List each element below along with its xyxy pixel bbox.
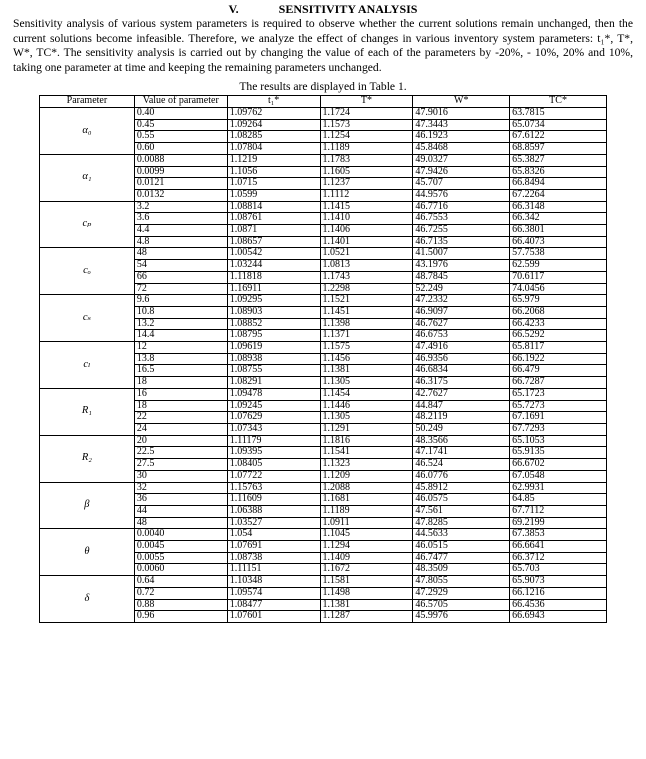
table-cell: 0.45 (134, 119, 227, 131)
table-cell: 66.8494 (510, 178, 607, 190)
table-cell: 1.1401 (320, 236, 413, 248)
table-cell: 46.1923 (413, 131, 510, 143)
table-cell: 46.524 (413, 459, 510, 471)
table-cell: 16 (134, 388, 227, 400)
table-cell: 1.08761 (227, 213, 320, 225)
table-cell: 1.03527 (227, 517, 320, 529)
table-cell: 1.1498 (320, 587, 413, 599)
table-cell: 1.08657 (227, 236, 320, 248)
table-row (40, 108, 607, 120)
table-cell: 1.1291 (320, 423, 413, 435)
header-t: T* (320, 96, 413, 108)
table-cell: 1.08285 (227, 131, 320, 143)
table-cell: 1.1446 (320, 400, 413, 412)
table-cell: 74.0456 (510, 283, 607, 295)
table-cell: 0.0121 (134, 178, 227, 190)
table-cell: 0.0060 (134, 564, 227, 576)
table-cell: 1.1581 (320, 576, 413, 588)
table-cell: 69.2199 (510, 517, 607, 529)
table-cell: 47.1741 (413, 447, 510, 459)
table-cell: 66.3148 (510, 201, 607, 213)
table-cell: 47.9016 (413, 108, 510, 120)
table-cell: 1.1410 (320, 213, 413, 225)
table-cell: 1.09762 (227, 108, 320, 120)
header-w: W* (413, 96, 510, 108)
table-cell: 1.11609 (227, 494, 320, 506)
table-cell: 1.09264 (227, 119, 320, 131)
table-cell: 47.9426 (413, 166, 510, 178)
table-body (40, 108, 607, 623)
table-cell: 65.1053 (510, 435, 607, 447)
table-cell: 65.7273 (510, 400, 607, 412)
table-cell: 65.0734 (510, 119, 607, 131)
table-cell: 1.1575 (320, 342, 413, 354)
table-cell: 1.09295 (227, 295, 320, 307)
table-cell: 1.0521 (320, 248, 413, 260)
table-cell: 66.6943 (510, 611, 607, 623)
table-cell: 1.08291 (227, 377, 320, 389)
table-cell: 1.07722 (227, 470, 320, 482)
table-cell: 1.08903 (227, 306, 320, 318)
table-cell: 65.979 (510, 295, 607, 307)
table-row (40, 435, 607, 447)
table-cell: 46.3175 (413, 377, 510, 389)
table-cell: 1.16911 (227, 283, 320, 295)
table-cell: 0.64 (134, 576, 227, 588)
table-cell: 1.0599 (227, 189, 320, 201)
parameter-cell: R₁ (40, 388, 135, 435)
table-cell: 62.9931 (510, 482, 607, 494)
table-row (40, 342, 607, 354)
table-cell: 65.9135 (510, 447, 607, 459)
table-cell: 44.5633 (413, 529, 510, 541)
table-cell: 47.8285 (413, 517, 510, 529)
table-cell: 1.1294 (320, 541, 413, 553)
table-cell: 48 (134, 517, 227, 529)
parameter-cell: cₗ (40, 342, 135, 389)
table-cell: 1.15763 (227, 482, 320, 494)
table-cell: 1.07804 (227, 143, 320, 155)
table-cell: 3.6 (134, 213, 227, 225)
table-cell: 48.2119 (413, 412, 510, 424)
table-cell: 0.0045 (134, 541, 227, 553)
table-cell: 1.0813 (320, 260, 413, 272)
table-cell: 46.7135 (413, 236, 510, 248)
table-cell: 20 (134, 435, 227, 447)
table-cell: 67.0548 (510, 470, 607, 482)
table-cell: 1.11818 (227, 271, 320, 283)
table-cell: 46.7553 (413, 213, 510, 225)
table-row (40, 201, 607, 213)
table-row (40, 388, 607, 400)
table-cell: 12 (134, 342, 227, 354)
table-cell: 1.1323 (320, 459, 413, 471)
table-cell: 66.3801 (510, 225, 607, 237)
table-cell: 1.1415 (320, 201, 413, 213)
table-cell: 18 (134, 377, 227, 389)
table-cell: 46.7627 (413, 318, 510, 330)
table-cell: 46.7716 (413, 201, 510, 213)
table-cell: 13.2 (134, 318, 227, 330)
table-row (40, 529, 607, 541)
table-cell: 36 (134, 494, 227, 506)
table-cell: 1.1189 (320, 143, 413, 155)
table-cell: 1.09619 (227, 342, 320, 354)
table-cell: 1.1189 (320, 505, 413, 517)
table-cell: 22.5 (134, 447, 227, 459)
table-cell: 1.0871 (227, 225, 320, 237)
table-cell: 1.2088 (320, 482, 413, 494)
table-cell: 66.7287 (510, 377, 607, 389)
table-cell: 1.054 (227, 529, 320, 541)
table-cell: 1.1783 (320, 154, 413, 166)
table-cell: 66.342 (510, 213, 607, 225)
table-cell: 24 (134, 423, 227, 435)
table-cell: 47.2929 (413, 587, 510, 599)
table-cell: 46.5705 (413, 599, 510, 611)
table-row (40, 482, 607, 494)
table-cell: 64.85 (510, 494, 607, 506)
table-cell: 1.1056 (227, 166, 320, 178)
table-cell: 66.479 (510, 365, 607, 377)
table-cell: 65.1723 (510, 388, 607, 400)
header-t1: t₁* (227, 96, 320, 108)
table-cell: 3.2 (134, 201, 227, 213)
table-cell: 57.7538 (510, 248, 607, 260)
table-cell: 1.1816 (320, 435, 413, 447)
table-cell: 1.1381 (320, 365, 413, 377)
table-cell: 1.1672 (320, 564, 413, 576)
table-cell: 1.1681 (320, 494, 413, 506)
table-cell: 1.08795 (227, 330, 320, 342)
table-cell: 48.7845 (413, 271, 510, 283)
table-cell: 1.1381 (320, 599, 413, 611)
table-cell: 45.707 (413, 178, 510, 190)
table-cell: 1.1454 (320, 388, 413, 400)
table-header-row (40, 96, 607, 108)
table-cell: 1.1254 (320, 131, 413, 143)
parameter-cell: α₀ (40, 108, 135, 155)
table-cell: 67.1691 (510, 412, 607, 424)
table-cell: 67.7112 (510, 505, 607, 517)
table-cell: 1.08755 (227, 365, 320, 377)
table-cell: 46.0575 (413, 494, 510, 506)
table-cell: 68.8597 (510, 143, 607, 155)
table-cell: 32 (134, 482, 227, 494)
table-cell: 0.72 (134, 587, 227, 599)
table-cell: 1.1371 (320, 330, 413, 342)
table-cell: 70.6117 (510, 271, 607, 283)
table-cell: 0.40 (134, 108, 227, 120)
table-cell: 66.1922 (510, 353, 607, 365)
table-cell: 1.1724 (320, 108, 413, 120)
table-cell: 1.09395 (227, 447, 320, 459)
table-cell: 43.1976 (413, 260, 510, 272)
table-cell: 44.847 (413, 400, 510, 412)
table-row (40, 576, 607, 588)
table-cell: 52.249 (413, 283, 510, 295)
table-cell: 41.5007 (413, 248, 510, 260)
table-cell: 30 (134, 470, 227, 482)
table-cell: 1.06388 (227, 505, 320, 517)
table-cell: 1.1743 (320, 271, 413, 283)
table-cell: 65.8117 (510, 342, 607, 354)
table-cell: 44 (134, 505, 227, 517)
table-cell: 47.4916 (413, 342, 510, 354)
table-cell: 1.1406 (320, 225, 413, 237)
table-cell: 0.60 (134, 143, 227, 155)
table-cell: 1.1045 (320, 529, 413, 541)
table-row (40, 248, 607, 260)
table-cell: 1.2298 (320, 283, 413, 295)
table-cell: 1.07691 (227, 541, 320, 553)
table-cell: 1.09245 (227, 400, 320, 412)
table-cell: 46.7255 (413, 225, 510, 237)
section-title: SENSITIVITY ANALYSIS (278, 2, 418, 16)
intro-paragraph: Sensitivity analysis of various system parameters is required to observe whether the current solutions remain unchanged, then the current solutions become infeasible. Therefore, we analyze the effect of changes in various inventory system parameters: t₁*, T*, W*, TC*. The sensitivity analysis is carried out by changing the value of each of the parameters by -20%, - 10%, 20% and 10%, taking one parameter at time and keeping the remaining parameters unchanged. (13, 17, 633, 74)
table-cell: 0.88 (134, 599, 227, 611)
table-cell: 1.08852 (227, 318, 320, 330)
table-cell: 45.9976 (413, 611, 510, 623)
parameter-cell: cₛ (40, 295, 135, 342)
table-cell: 62.599 (510, 260, 607, 272)
table-cell: 18 (134, 400, 227, 412)
table-cell: 0.0132 (134, 189, 227, 201)
table-cell: 1.1541 (320, 447, 413, 459)
table-cell: 0.0040 (134, 529, 227, 541)
table-cell: 48.3509 (413, 564, 510, 576)
table-cell: 47.8055 (413, 576, 510, 588)
table-cell: 1.1521 (320, 295, 413, 307)
table-cell: 46.7477 (413, 552, 510, 564)
table-cell: 1.1398 (320, 318, 413, 330)
table-cell: 1.1409 (320, 552, 413, 564)
table-cell: 47.3443 (413, 119, 510, 131)
table-cell: 45.8468 (413, 143, 510, 155)
table-cell: 1.1287 (320, 611, 413, 623)
table-cell: 4.8 (134, 236, 227, 248)
table-cell: 1.08738 (227, 552, 320, 564)
table-cell: 65.8326 (510, 166, 607, 178)
parameter-cell: θ (40, 529, 135, 576)
header-tc: TC* (510, 96, 607, 108)
table-cell: 1.1209 (320, 470, 413, 482)
table-cell: 22 (134, 412, 227, 424)
table-cell: 1.08405 (227, 459, 320, 471)
table-cell: 1.1573 (320, 119, 413, 131)
table-cell: 1.03244 (227, 260, 320, 272)
table-cell: 48.3566 (413, 435, 510, 447)
table-cell: 42.7627 (413, 388, 510, 400)
parameter-cell: δ (40, 576, 135, 623)
table-cell: 1.07601 (227, 611, 320, 623)
table-cell: 46.0776 (413, 470, 510, 482)
table-cell: 1.10348 (227, 576, 320, 588)
table-row (40, 154, 607, 166)
table-cell: 4.4 (134, 225, 227, 237)
table-cell: 1.09574 (227, 587, 320, 599)
header-value: Value of parameter (134, 96, 227, 108)
table-cell: 46.6834 (413, 365, 510, 377)
table-cell: 72 (134, 283, 227, 295)
table-cell: 1.1219 (227, 154, 320, 166)
table-cell: 1.08938 (227, 353, 320, 365)
table-cell: 66.1216 (510, 587, 607, 599)
table-cell: 65.9073 (510, 576, 607, 588)
parameter-cell: cₚ (40, 201, 135, 248)
table-cell: 63.7815 (510, 108, 607, 120)
table-cell: 0.0055 (134, 552, 227, 564)
table-cell: 47.561 (413, 505, 510, 517)
table-cell: 9.6 (134, 295, 227, 307)
table-cell: 14.4 (134, 330, 227, 342)
section-heading (0, 2, 646, 16)
table-cell: 0.55 (134, 131, 227, 143)
table-cell: 27.5 (134, 459, 227, 471)
table-cell: 1.1305 (320, 377, 413, 389)
table-cell: 66.4536 (510, 599, 607, 611)
table-cell: 1.00542 (227, 248, 320, 260)
header-parameter: Parameter (40, 96, 135, 108)
table-cell: 54 (134, 260, 227, 272)
table-cell: 44.9576 (413, 189, 510, 201)
table-cell: 1.0911 (320, 517, 413, 529)
table-cell: 66 (134, 271, 227, 283)
table-cell: 1.08814 (227, 201, 320, 213)
table-cell: 67.6122 (510, 131, 607, 143)
table-cell: 46.9097 (413, 306, 510, 318)
table-cell: 1.08477 (227, 599, 320, 611)
table-cell: 47.2332 (413, 295, 510, 307)
table-cell: 66.3712 (510, 552, 607, 564)
table-cell: 49.0327 (413, 154, 510, 166)
table-cell: 1.11179 (227, 435, 320, 447)
table-cell: 66.4233 (510, 318, 607, 330)
table-cell: 0.0088 (134, 154, 227, 166)
table-cell: 13.8 (134, 353, 227, 365)
parameter-cell: α₁ (40, 154, 135, 201)
section-number: V. (228, 2, 239, 16)
parameter-cell: R₂ (40, 435, 135, 482)
table-cell: 66.6641 (510, 541, 607, 553)
table-cell: 46.0515 (413, 541, 510, 553)
sensitivity-table (39, 95, 607, 623)
table-cell: 50.249 (413, 423, 510, 435)
table-cell: 46.9356 (413, 353, 510, 365)
table-cell: 67.7293 (510, 423, 607, 435)
table-cell: 65.3827 (510, 154, 607, 166)
table-cell: 1.09478 (227, 388, 320, 400)
table-cell: 1.1237 (320, 178, 413, 190)
table-cell: 1.07629 (227, 412, 320, 424)
table-cell: 67.3853 (510, 529, 607, 541)
table-cell: 65.703 (510, 564, 607, 576)
table-row (40, 295, 607, 307)
table-cell: 1.1305 (320, 412, 413, 424)
table-cell: 1.11151 (227, 564, 320, 576)
table-cell: 45.8912 (413, 482, 510, 494)
table-cell: 66.4073 (510, 236, 607, 248)
table-cell: 0.0099 (134, 166, 227, 178)
table-cell: 1.1605 (320, 166, 413, 178)
table-cell: 66.5292 (510, 330, 607, 342)
table-cell: 1.1456 (320, 353, 413, 365)
table-cell: 10.8 (134, 306, 227, 318)
table-cell: 1.1451 (320, 306, 413, 318)
table-cell: 66.6702 (510, 459, 607, 471)
parameter-cell: cₒ (40, 248, 135, 295)
table-cell: 1.0715 (227, 178, 320, 190)
table-cell: 46.6753 (413, 330, 510, 342)
table-cell: 66.2068 (510, 306, 607, 318)
table-cell: 48 (134, 248, 227, 260)
table-cell: 1.07343 (227, 423, 320, 435)
table-cell: 16.5 (134, 365, 227, 377)
parameter-cell: β (40, 482, 135, 529)
table-cell: 1.1112 (320, 189, 413, 201)
table-cell: 67.2264 (510, 189, 607, 201)
table-caption: The results are displayed in Table 1. (239, 80, 407, 93)
table-cell: 0.96 (134, 611, 227, 623)
